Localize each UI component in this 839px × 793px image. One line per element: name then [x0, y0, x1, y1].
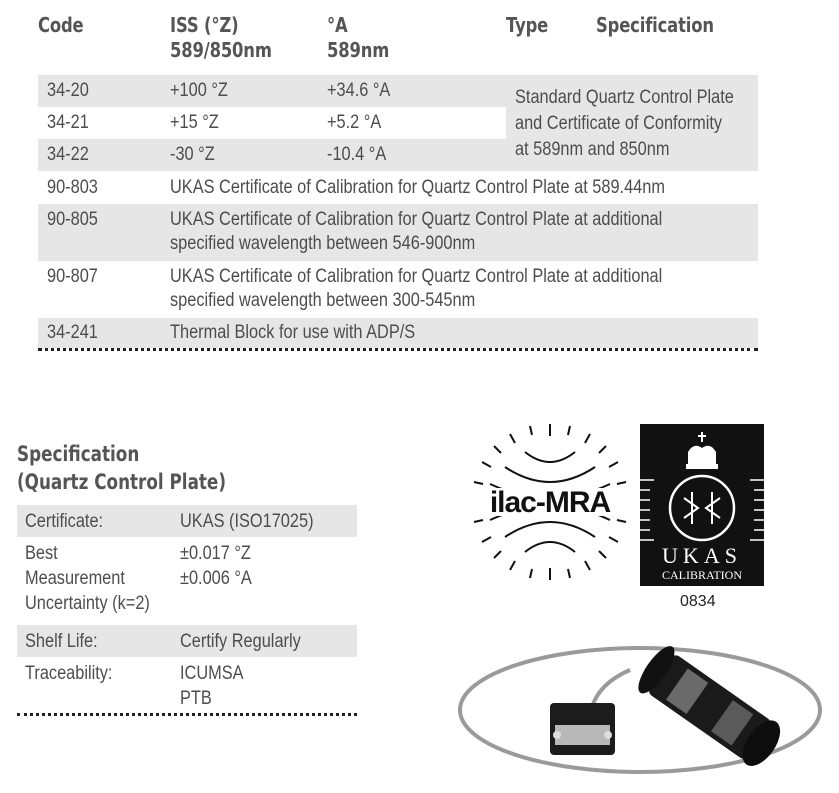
ukas-accreditation-number: 0834 — [680, 593, 716, 610]
cell-code: 34-21 — [47, 112, 89, 133]
cell-code: 90-805 — [47, 209, 98, 230]
cell-iss: +100 °Z — [170, 80, 228, 101]
cell-code: 34-22 — [47, 144, 89, 165]
ilac-mra-logo — [470, 422, 630, 582]
cell-iss: +15 °Z — [170, 112, 219, 133]
cell-desc: UKAS Certificate of Calibration for Quartz Control Plate at additional specified wavelength between 546-900nm — [170, 209, 663, 254]
thermal-block-icon — [455, 625, 827, 785]
group-spec-line: at 589nm and 850nm — [515, 139, 670, 160]
table-row — [38, 75, 506, 107]
header-a — [327, 13, 403, 63]
svg-text:CALIBRATION: CALIBRATION — [662, 568, 742, 582]
spec-value: ±0.017 °Z ±0.006 °A — [180, 543, 252, 589]
spec-label: Shelf Life: — [25, 631, 98, 652]
spec-value: ICUMSA PTB — [180, 663, 244, 709]
spec-label: Best Measurement Uncertainty (k=2) — [25, 543, 150, 614]
group-spec-line: and Certificate of Conformity — [515, 113, 723, 134]
cell-a: -10.4 °A — [327, 144, 387, 165]
thermal-block-image — [455, 625, 827, 785]
ukas-calibration-logo — [640, 424, 764, 586]
cell-desc: UKAS Certificate of Calibration for Quartz Control Plate at 589.44nm — [170, 177, 665, 198]
table-divider — [38, 348, 758, 351]
cell-desc: UKAS Certificate of Calibration for Quartz Control Plate at additional specified wavelength between 300-545nm — [170, 266, 663, 311]
cell-desc: Thermal Block for use with ADP/S — [170, 322, 416, 343]
header-a-line1: °A — [327, 13, 348, 37]
spec-section-title: Specification (Quartz Control Plate) — [17, 442, 227, 494]
cell-code: 34-241 — [47, 322, 98, 343]
header-iss — [170, 13, 294, 63]
header-specification: Specification — [596, 13, 714, 37]
cell-iss: -30 °Z — [170, 144, 215, 165]
group-spec-line: Standard Quartz Control Plate — [515, 87, 734, 108]
ilac-mra-icon — [470, 422, 630, 582]
svg-text:ilac-MRA: ilac-MRA — [489, 486, 611, 519]
cell-code: 90-807 — [47, 266, 98, 287]
cell-code: 34-20 — [47, 80, 89, 101]
header-iss-line1: ISS (°Z) — [170, 13, 239, 37]
ukas-crown-icon — [640, 424, 764, 586]
cell-a: +34.6 °A — [327, 80, 391, 101]
header-code: Code — [38, 13, 84, 37]
spec-value: UKAS (ISO17025) — [180, 511, 314, 532]
spec-label: Traceability: — [25, 663, 113, 684]
spec-label: Certificate: — [25, 511, 104, 532]
cell-a: +5.2 °A — [327, 112, 382, 133]
table-row — [38, 139, 506, 171]
svg-text:UKAS: UKAS — [662, 543, 742, 568]
header-type: Type — [506, 13, 549, 37]
spec-value: Certify Regularly — [180, 631, 301, 652]
spec-divider — [17, 713, 357, 716]
group-spec-text — [515, 85, 770, 163]
header-a-line2: 589nm — [327, 38, 390, 62]
cell-code: 90-803 — [47, 177, 98, 198]
table-row — [38, 107, 506, 139]
header-iss-line2: 589/850nm — [170, 38, 272, 62]
